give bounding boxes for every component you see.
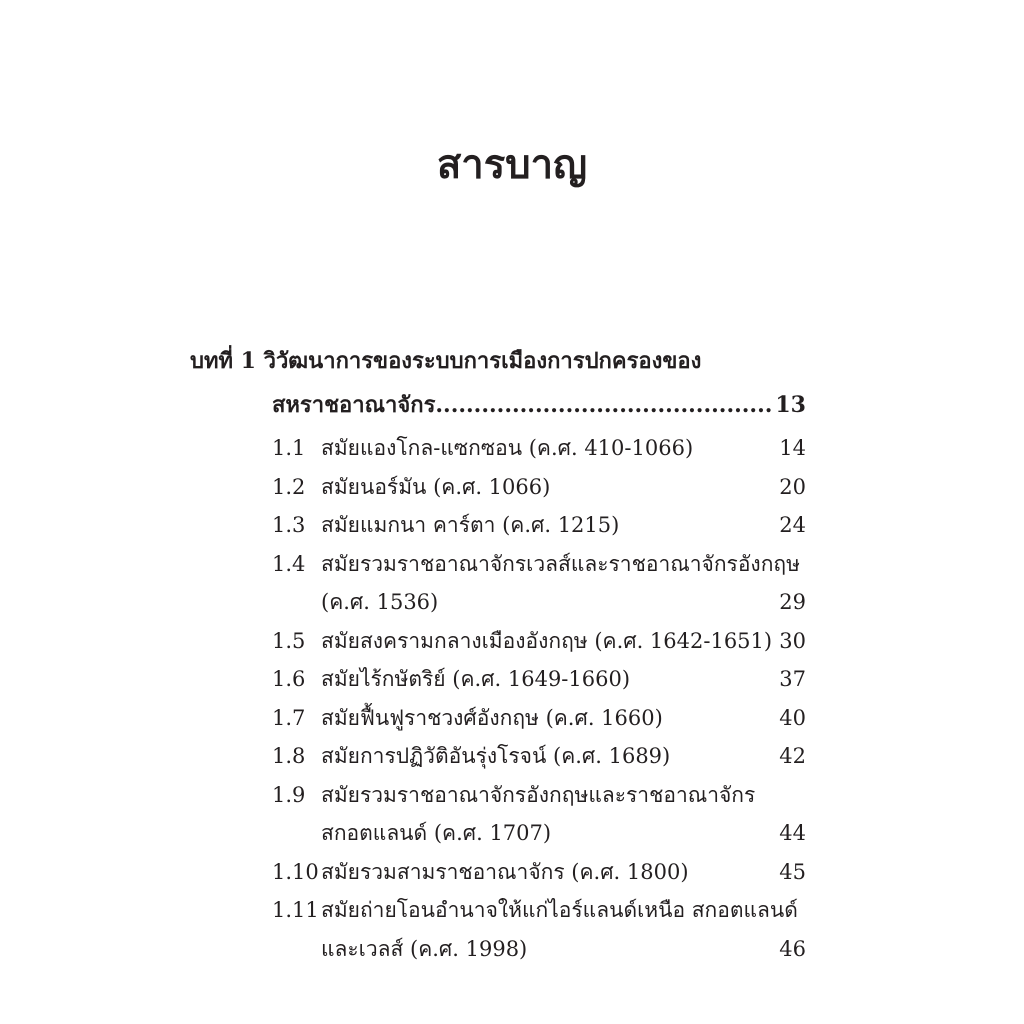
chapter-title-continued: สหราชอาณาจักร............................................ — [272, 392, 773, 418]
toc-entry — [190, 737, 806, 776]
entry-title: สมัยสงครามกลางเมืองอังกฤษ (ค.ศ. 1642-1651) — [321, 628, 773, 653]
entry-page-number: 40 — [779, 705, 806, 730]
toc-entry — [190, 699, 806, 738]
entry-title: สมัยรวมราชอาณาจักรเวลส์และราชอาณาจักรอังกฤษ — [321, 551, 800, 576]
entry-page-number: 46 — [779, 936, 806, 961]
toc-entry — [190, 891, 806, 930]
entry-title-continued: (ค.ศ. 1536) — [321, 590, 439, 614]
toc-entry — [190, 429, 806, 468]
entry-page-number: 45 — [779, 859, 806, 884]
entry-number: 1.1 — [272, 436, 306, 460]
entry-page-number: 20 — [779, 474, 806, 499]
toc-entry — [190, 853, 806, 892]
chapter-heading-continued — [190, 385, 806, 429]
table-of-contents — [190, 341, 806, 968]
chapter-page-number: 13 — [775, 392, 806, 418]
entry-number: 1.3 — [272, 513, 306, 537]
toc-entry — [190, 545, 806, 584]
entry-number: 1.8 — [272, 744, 306, 768]
entry-title: สมัยรวมสามราชอาณาจักร (ค.ศ. 1800) — [321, 859, 689, 884]
entry-number: 1.10 — [272, 859, 319, 884]
entry-number: 1.5 — [272, 628, 306, 653]
entry-title: สมัยไร้กษัตริย์ (ค.ศ. 1649-1660) — [321, 667, 631, 691]
entry-title: สมัยแมกนา คาร์ตา (ค.ศ. 1215) — [321, 513, 620, 537]
entry-number: 1.11 — [272, 898, 319, 922]
page-title: สารบาญ — [436, 141, 588, 188]
entry-number: 1.2 — [272, 474, 306, 499]
entry-page-number: 37 — [779, 667, 806, 691]
entry-page-number: 14 — [779, 436, 806, 460]
entry-title: สมัยถ่ายโอนอำนาจให้แก่ไอร์แลนด์เหนือ สกอตแลนด์ — [321, 898, 798, 922]
toc-entry — [190, 660, 806, 699]
toc-entry-continued — [190, 930, 806, 969]
entry-number: 1.9 — [272, 782, 306, 807]
entry-page-number: 42 — [779, 744, 806, 768]
entry-title: สมัยรวมราชอาณาจักรอังกฤษและราชอาณาจักร — [321, 782, 756, 807]
entry-title: สมัยนอร์มัน (ค.ศ. 1066) — [321, 474, 551, 499]
toc-entry-continued — [190, 814, 806, 853]
toc-entry — [190, 622, 806, 661]
chapter-heading — [190, 341, 806, 385]
entry-title: สมัยแองโกล-แซกซอน (ค.ศ. 410-1066) — [321, 436, 694, 460]
toc-entry-continued — [190, 583, 806, 622]
toc-entry — [190, 776, 806, 815]
entry-title: สมัยการปฏิวัติอันรุ่งโรจน์ (ค.ศ. 1689) — [321, 744, 671, 768]
entry-number: 1.7 — [272, 705, 306, 730]
entry-title: สมัยฟื้นฟูราชวงศ์อังกฤษ (ค.ศ. 1660) — [321, 705, 663, 730]
entry-page-number: 24 — [779, 513, 806, 537]
entry-title-continued: สกอตแลนด์ (ค.ศ. 1707) — [321, 821, 552, 845]
toc-entry — [190, 468, 806, 507]
entry-page-number: 30 — [779, 628, 806, 653]
toc-entry — [190, 506, 806, 545]
entry-number: 1.6 — [272, 667, 306, 691]
entry-title-continued: และเวลส์ (ค.ศ. 1998) — [321, 936, 528, 961]
entry-number: 1.4 — [272, 551, 306, 576]
entry-page-number: 29 — [779, 590, 806, 614]
entry-page-number: 44 — [779, 821, 806, 845]
chapter-title: บทที่ 1 วิวัฒนาการของระบบการเมืองการปกครองของ — [190, 348, 702, 374]
